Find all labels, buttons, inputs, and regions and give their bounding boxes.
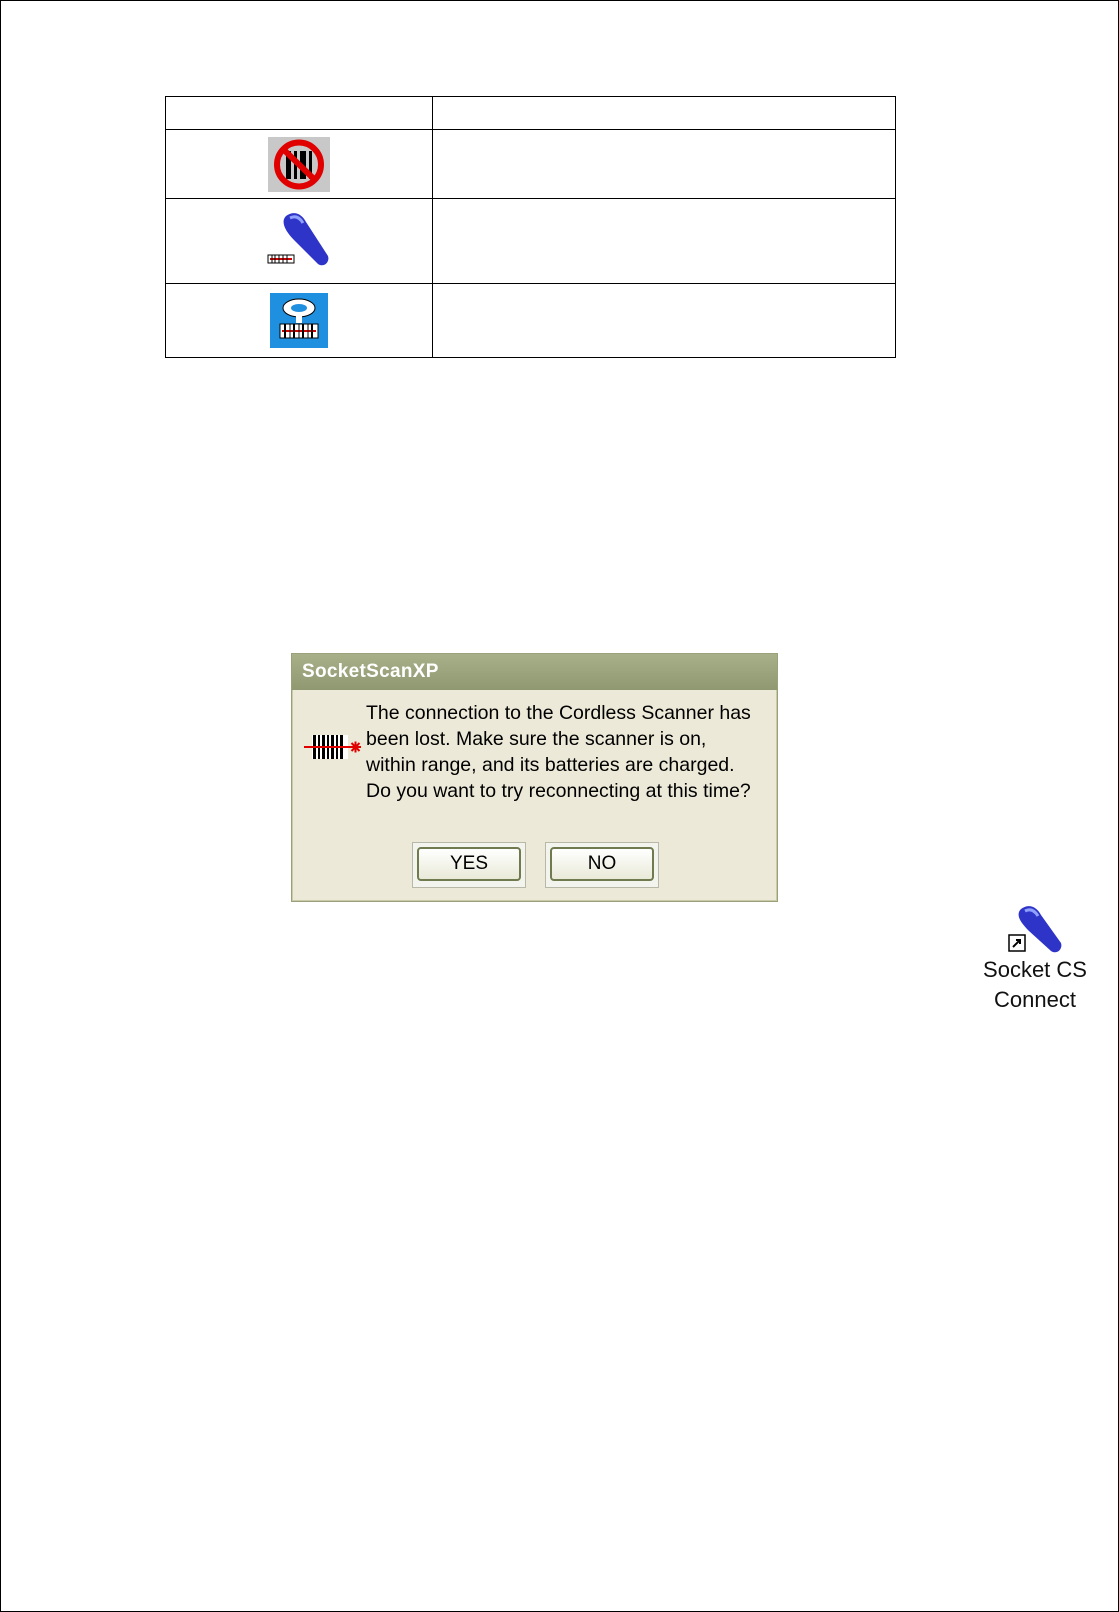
yes-button[interactable]: YES	[417, 847, 521, 881]
message-line: within range, and its batteries are charged.	[366, 754, 735, 776]
dialog-title: SocketScanXP	[292, 654, 777, 690]
scanner-connecting-icon	[270, 293, 328, 348]
header-cell-description	[432, 97, 895, 130]
barcode-scanner-icon	[304, 734, 362, 760]
message-line: Do you want to try reconnecting at this time?	[366, 780, 751, 802]
socket-cs-connect-shortcut[interactable]	[975, 905, 1095, 1015]
header-cell-icon	[166, 97, 433, 130]
shortcut-label-line2: Connect	[994, 987, 1076, 1012]
table-row	[166, 284, 896, 358]
scanner-disconnected-icon	[268, 137, 330, 192]
reconnect-dialog	[291, 653, 778, 902]
message-line: been lost. Make sure the scanner is on,	[366, 728, 707, 750]
no-button[interactable]: NO	[550, 847, 654, 881]
message-line: The connection to the Cordless Scanner has	[366, 702, 751, 724]
table-row	[166, 130, 896, 199]
no-button-frame	[545, 842, 659, 888]
description-cell	[432, 199, 895, 284]
icon-table	[165, 96, 896, 358]
dialog-message	[366, 700, 771, 804]
cordless-scanner-icon	[266, 210, 332, 272]
shortcut-label-line1: Socket CS	[983, 957, 1087, 982]
table-row	[166, 199, 896, 284]
table-header-row	[166, 97, 896, 130]
description-cell	[432, 284, 895, 358]
description-cell	[432, 130, 895, 199]
yes-button-frame	[412, 842, 526, 888]
cordless-scanner-shortcut-icon	[1007, 905, 1063, 955]
